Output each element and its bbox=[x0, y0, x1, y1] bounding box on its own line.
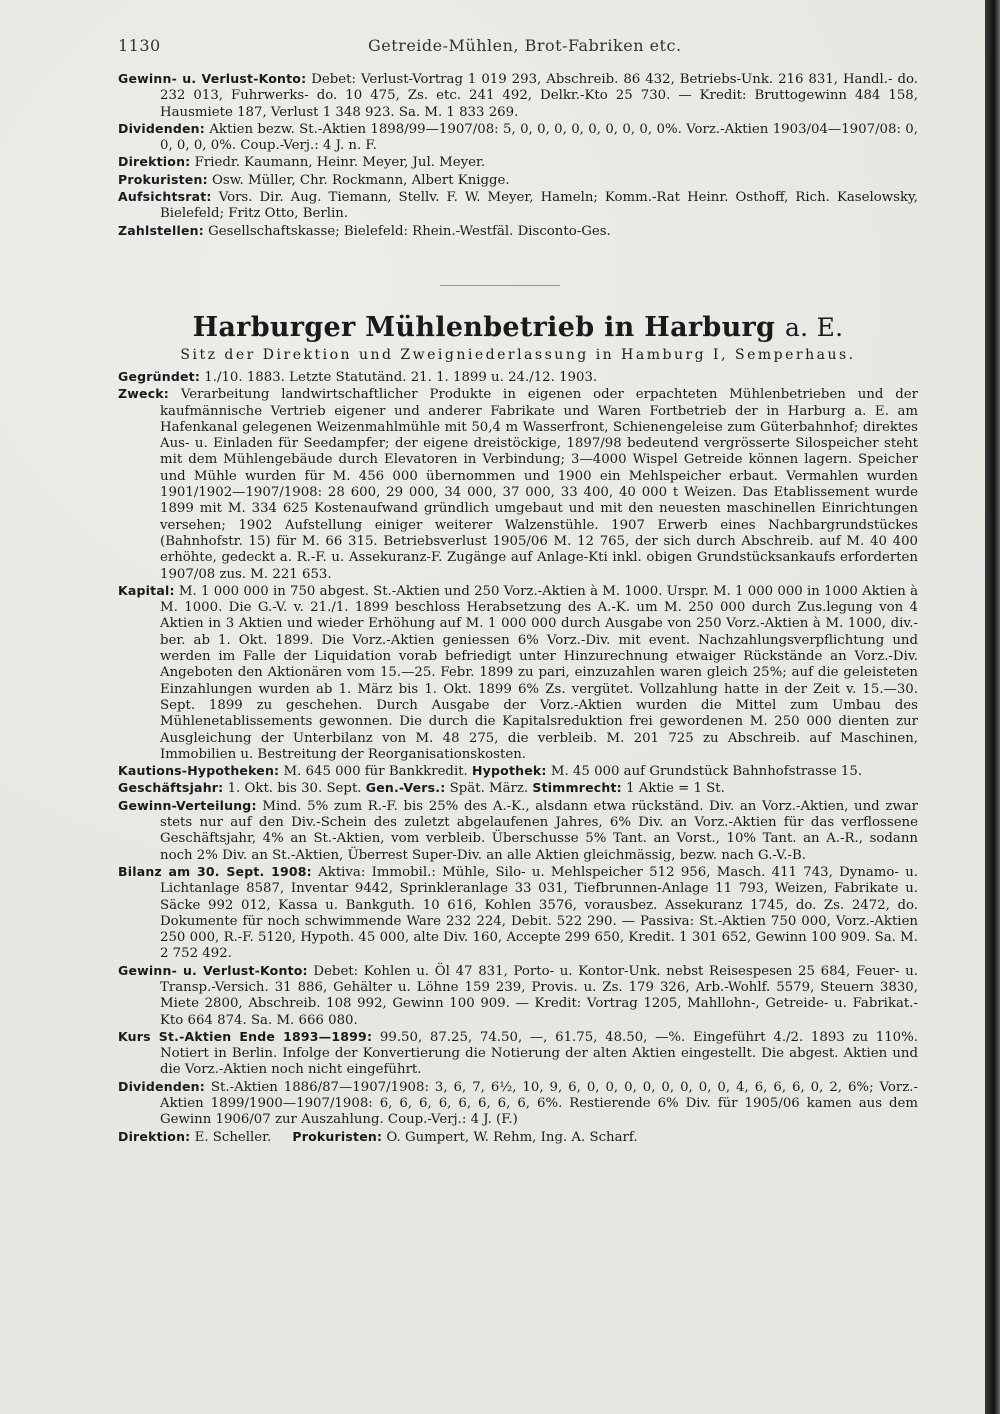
prev-zahlstellen-text: Gesellschaftskasse; Bielefeld: Rhein.-Westfäl. Disconto-Ges. bbox=[208, 223, 611, 239]
direktion-label: Direktion: bbox=[118, 1128, 191, 1144]
genvers-label: Gen.-Vers.: bbox=[365, 780, 446, 796]
gewinnverteilung-text: Mind. 5% zum R.-F. bis 25% des A.-K., alsdann etwa rückständ. Div. an Vorz.-Aktien, und zwar stets nur auf den Div.-Schein des zuletzt abgelaufenen Jahres, 6% Div. an Vorz.-Aktien für das verflossene Geschäftsjahr, 4% an St.-Aktien, vom verbleib. Überschusse 5% Tant. an Vorst., 10% Tant. an A.-R., sodann noch 2% Div. an St.-Aktien, Überrest Super-Div. an alle Aktien gleichmässig, bezw. nach G.-V.-B. bbox=[160, 798, 919, 863]
page-number: 1130 bbox=[118, 36, 161, 55]
bilanz bbox=[118, 864, 918, 963]
prev-zahlstellen bbox=[118, 223, 918, 240]
company-city-suffix: a. E. bbox=[784, 313, 844, 342]
prev-aufsichtsrat bbox=[118, 189, 918, 223]
zweck bbox=[118, 386, 918, 583]
previous-company-entry bbox=[118, 71, 918, 240]
prev-direktion bbox=[118, 154, 918, 171]
dividenden bbox=[118, 1079, 918, 1129]
page-binding-edge bbox=[985, 0, 1000, 1414]
prev-aufsichtsrat-label: Aufsichtsrat: bbox=[118, 189, 212, 205]
prev-gewinn-label: Gewinn- u. Verlust-Konto: bbox=[118, 71, 307, 86]
gv-text: Debet: Kohlen u. Öl 47 831, Porto- u. Kontor-Unk. nebst Reisespesen 25 684, Feuer- u. Transp.-Versich. 31 886, Gehälter u. Löhne 159 239, Provis. u. Zs. 179 326, Arb.-Wohlf. 5579, Steuern 3830, Miete 2800, Abschreib. 108 992, Gewinn 100 909. — Kredit: Vortrag 1205, Mahllohn-, Getreide- u. Fabrikat.-Kto 664 874. Sa. M. 666 080. bbox=[160, 963, 918, 1028]
bilanz-text: Aktiva: Immobil.: Mühle, Silo- u. Mehlspeicher 512 956, Masch. 411 743, Dynamo- u. Lichtanlage 8587, Inventar 9442, Sprinkleranlage 33 031, Tiefbrunnen-Anlage 11 793, Weizen, Fabrikate u. Säcke 992 012, Kassa u. Bankguth. 10 616, Kohlen 3576, vorausbez. Assekuranz 1745, do. Zs. 2472, do. Dokumente für noch schwimmende Ware 232 224, Debit. 522 290. — Passiva: St.-Aktien 750 000, Vorz.-Aktien 250 000, R.-F. 5120, Hypoth. 45 000, alte Div. 160, Accepte 299 650, Kredit. 1 301 652, Gewinn 100 909. Sa. M. 2 752 492. bbox=[160, 864, 918, 962]
gewinnverteilung-label: Gewinn-Verteilung: bbox=[118, 797, 257, 813]
kapital-label: Kapital: bbox=[118, 582, 175, 598]
prev-prokuristen-label: Prokuristen: bbox=[118, 171, 208, 187]
company-entry bbox=[118, 369, 918, 1146]
prev-direktion-text: Friedr. Kaumann, Heinr. Meyer, Jul. Meyer. bbox=[194, 155, 486, 171]
gv-label: Gewinn- u. Verlust-Konto: bbox=[118, 962, 308, 978]
zweck-label: Zweck: bbox=[118, 386, 170, 402]
hypothek-label: Hypothek: bbox=[472, 763, 547, 779]
prev-gewinn-verlust bbox=[118, 71, 918, 121]
kapital-text: M. 1 000 000 in 750 abgest. St.-Aktien und 250 Vorz.-Aktien à M. 1000. Urspr. M. 1 000 000 in 1000 Aktien à M. 1000. Die G.-V. v. 21./1. 1899 beschloss Herabsetzung des A.-K. um M. 250 000 durch Zus.legung von 4 Aktien in 3 Aktien und wieder Erhöhung auf M. 1 000 000 durch Ausgabe von 250 Vorz.-Aktien à M. 1000, div.-ber. ab 1. Okt. 1899. Die Vorz.-Aktien geniessen 6% Vorz.-Div. mit event. Nachzahlungsverpflichtung und werden im Falle der Liquidation vorab befriedigt unter Hinzurechnung etwaiger Rückstände an Vorz.-Div. Angeboten den Aktionären vom 15.—25. Febr. 1899 zu pari, einzuzahlen waren gleich 25%; auf die geleisteten Einzahlungen wurden ab 1. März bis 1. Okt. 1899 6% Zs. vergütet. Vollzahlung hatte in der Zeit v. 15.—30. Sept. 1899 zu geschehen. Durch Ausgabe der Vorz.-Aktien wurden die Mittel zum Umbau des Mühlenetablissements gewonnen. Die durch die Kapitalsreduktion frei gewordenen M. 250 000 dienten zur Ausgleichung der Unterbilanz von M. 48 275, die verbleib. M. 201 725 zu Abschreib. auf Maschinen, Immobilien u. Bestreitung der Reorganisationskosten. bbox=[160, 583, 918, 762]
prokuristen-text: O. Gumpert, W. Rehm, Ing. A. Scharf. bbox=[386, 1129, 638, 1145]
geschaeftsjahr-label: Geschäftsjahr: bbox=[118, 780, 224, 796]
kautions-hypotheken bbox=[118, 763, 918, 780]
gegruendet bbox=[118, 369, 918, 386]
prev-dividenden-label: Dividenden: bbox=[118, 120, 205, 136]
bilanz-label: Bilanz am 30. Sept. 1908: bbox=[118, 863, 312, 879]
section-divider bbox=[440, 285, 560, 286]
prev-gewinn-text: Debet: Verlust-Vortrag 1 019 293, Abschreib. 86 432, Betriebs-Unk. 216 831, Handl.- do. 232 013, Fuhrwerks- do. 10 475, Zs. etc. 241 492, Delkr.-Kto 25 730. — Kredit: Bruttogewinn 484 158, Hausmiete 187, Verlust 1 348 923. Sa. M. 1 833 269. bbox=[160, 72, 918, 120]
stimmrecht-text: 1 Aktie = 1 St. bbox=[626, 781, 725, 797]
hypothek-text: M. 45 000 auf Grundstück Bahnhofstrasse 15. bbox=[550, 764, 863, 780]
kurs-text: 99.50, 87.25, 74.50, —, 61.75, 48.50, —%. Eingeführt 4./2. 1893 zu 110%. Notiert in Berlin. Infolge der Konvertierung die Notierung der alten Aktien eingestellt. Die abgest. Aktien und die Vorz.-Aktien noch nicht eingeführt. bbox=[160, 1029, 918, 1078]
dividenden-label: Dividenden: bbox=[118, 1078, 205, 1094]
gewinn-verlust-konto bbox=[118, 963, 918, 1029]
company-seat: Sitz der Direktion und Zweigniederlassung in Hamburg I, Semperhaus. bbox=[180, 347, 856, 363]
running-title: Getreide-Mühlen, Brot-Fabriken etc. bbox=[368, 36, 682, 55]
kurs bbox=[118, 1029, 918, 1079]
prev-prokuristen bbox=[118, 172, 918, 189]
genvers-text: Spät. März. bbox=[449, 781, 529, 797]
gegruendet-text: 1./10. 1883. Letzte Statutänd. 21. 1. 1899 u. 24./12. 1903. bbox=[204, 370, 598, 385]
prev-zahlstellen-label: Zahlstellen: bbox=[118, 222, 204, 238]
zweck-text: Verarbeitung landwirtschaftlicher Produkte in eigenen oder erpachteten Mühlenbetrieben und der kaufmännische Vertrieb eigener und anderer Fabrikate und Waren Fortbetrieb der in Harburg a. E. am Hafenkanal gelegenen Weizenmahlmühle mit 50,4 m Wasserfront, Schienengeleise zum Güterbahnhof; direktes Aus- u. Einladen für Seedampfer; der eigene dreistöckige, 1897/98 bedeutend vergrösserte Silospeicher steht mit dem Mühlengebäude durch Elevatoren in Verbindung; 3—4000 Wispel Getreide können lagern. Speicher und Mühle wurden für M. 456 000 übernommen und 1900 ein Mehlspeicher erbaut. Vermahlen wurden 1901/1902—1907/1908: 28 600, 29 000, 34 000, 37 000, 33 400, 40 000 t Weizen. Das Etablissement wurde 1899 mit M. 334 625 Kostenaufwand gründlich umgebaut und mit den neuesten maschinellen Einrichtungen versehen; 1902 Aufstellung einiger weiterer Walzenstühle. 1907 Erwerb eines Nachbargrundstückes (Bahnhofstr. 15) für M. 66 315. Betriebsverlust 1905/06 M. 12 765, der sich durch Abschreib. auf M. 40 400 erhöhte, gedeckt a. R.-F. u. Assekuranz-F. Zugänge auf Anlage-Kti inkl. obigen Grundstücksankaufs erforderten 1907/08 zus. M. 221 653. bbox=[160, 387, 919, 582]
kautions-label: Kautions-Hypotheken: bbox=[118, 763, 280, 779]
direktion-prokuristen bbox=[118, 1129, 918, 1146]
kapital bbox=[118, 583, 918, 763]
gewinn-verteilung bbox=[118, 798, 918, 864]
prev-aufsichtsrat-text: Vors. Dir. Aug. Tiemann, Stellv. F. W. Meyer, Hameln; Komm.-Rat Heinr. Osthoff, Rich. Kaselowsky, Bielefeld; Fritz Otto, Berlin. bbox=[160, 190, 918, 222]
stimmrecht-label: Stimmrecht: bbox=[532, 780, 622, 796]
kurs-label: Kurs St.-Aktien Ende 1893—1899: bbox=[118, 1028, 373, 1044]
gegruendet-label: Gegründet: bbox=[118, 369, 201, 384]
prokuristen-label: Prokuristen: bbox=[292, 1128, 383, 1144]
direktion-text: E. Scheller. bbox=[194, 1129, 272, 1145]
prev-prokuristen-text: Osw. Müller, Chr. Rockmann, Albert Knigge. bbox=[212, 172, 510, 188]
company-name: Harburger Mühlenbetrieb in Harburg bbox=[192, 312, 776, 343]
company-title bbox=[118, 312, 918, 343]
prev-dividenden bbox=[118, 121, 918, 155]
prev-direktion-label: Direktion: bbox=[118, 154, 191, 170]
geschaeftsjahr-text: 1. Okt. bis 30. Sept. bbox=[227, 781, 362, 797]
prev-dividenden-text: Aktien bezw. St.-Aktien 1898/99—1907/08: 5, 0, 0, 0, 0, 0, 0, 0, 0, 0%. Vorz.-Aktien 1903/04—1907/08: 0, 0, 0, 0, 0%. Coup.-Verj.: 4 J. n. F. bbox=[160, 121, 918, 154]
kautions-text: M. 645 000 für Bankkredit. bbox=[283, 764, 468, 780]
geschaeftsjahr bbox=[118, 780, 918, 797]
dividenden-text: St.-Aktien 1886/87—1907/1908: 3, 6, 7, 6½, 10, 9, 6, 0, 0, 0, 0, 0, 0, 0, 0, 4, 6, 6, 6, 0, 2, 6%; Vorz.-Aktien 1899/1900—1907/1908: 6, 6, 6, 6, 6, 6, 6, 6, 6%. Restierende 6% Div. für 1905/06 kamen aus dem Gewinn 1906/07 zur Auszahlung. Coup.-Verj.: 4 J. (F.) bbox=[160, 1079, 918, 1128]
